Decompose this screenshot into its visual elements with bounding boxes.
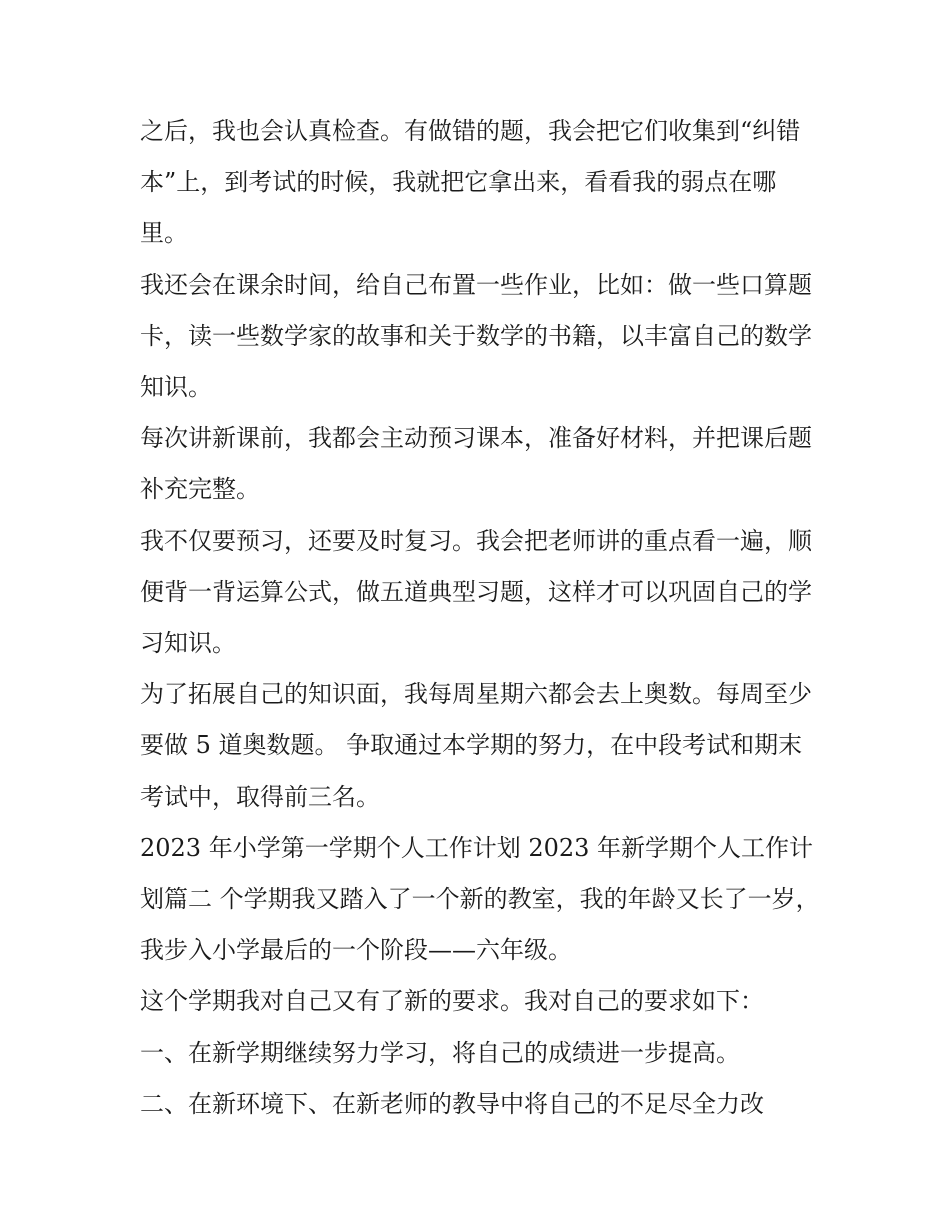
paragraph: 一、在新学期继续努力学习，将自己的成绩进一步提高。 [140, 1038, 740, 1067]
paragraph: 每次讲新课前，我都会主动预习课本，准备好材料，并把课后题补充完整。 [140, 424, 812, 504]
paragraph: 2023 年小学第一学期个人工作计划 2023 年新学期个人工作计划篇二 个学期我又踏入了一个新的教室，我的年龄又长了一岁，我步入小学最后的一个阶段——六年级。 [140, 833, 820, 965]
paragraph: 我还会在课余时间，给自己布置一些作业，比如：做一些口算题卡，读一些数学家的故事和关于数学的书籍，以丰富自己的数学知识。 [140, 270, 812, 402]
paragraph: 我不仅要预习，还要及时复习。我会把老师讲的重点看一遍，顺便背一背运算公式，做五道典型习题，这样才可以巩固自己的学习知识。 [140, 526, 812, 658]
paragraph: 之后，我也会认真检查。有做错的题，我会把它们收集到“纠错本”上，到考试的时候，我就把它拿出来，看看我的弱点在哪里。 [140, 117, 801, 248]
paragraph: 为了拓展自己的知识面，我每周星期六都会去上奥数。每周至少要做 5 道奥数题。 争取通过本学期的努力，在中段考试和期末考试中，取得前三名。 [140, 680, 812, 811]
paragraph: 二、在新环境下、在新老师的教导中将自己的不足尽全力改 [140, 1089, 764, 1118]
document-body [140, 106, 820, 1130]
paragraph: 这个学期我对自己又有了新的要求。我对自己的要求如下： [140, 987, 764, 1016]
